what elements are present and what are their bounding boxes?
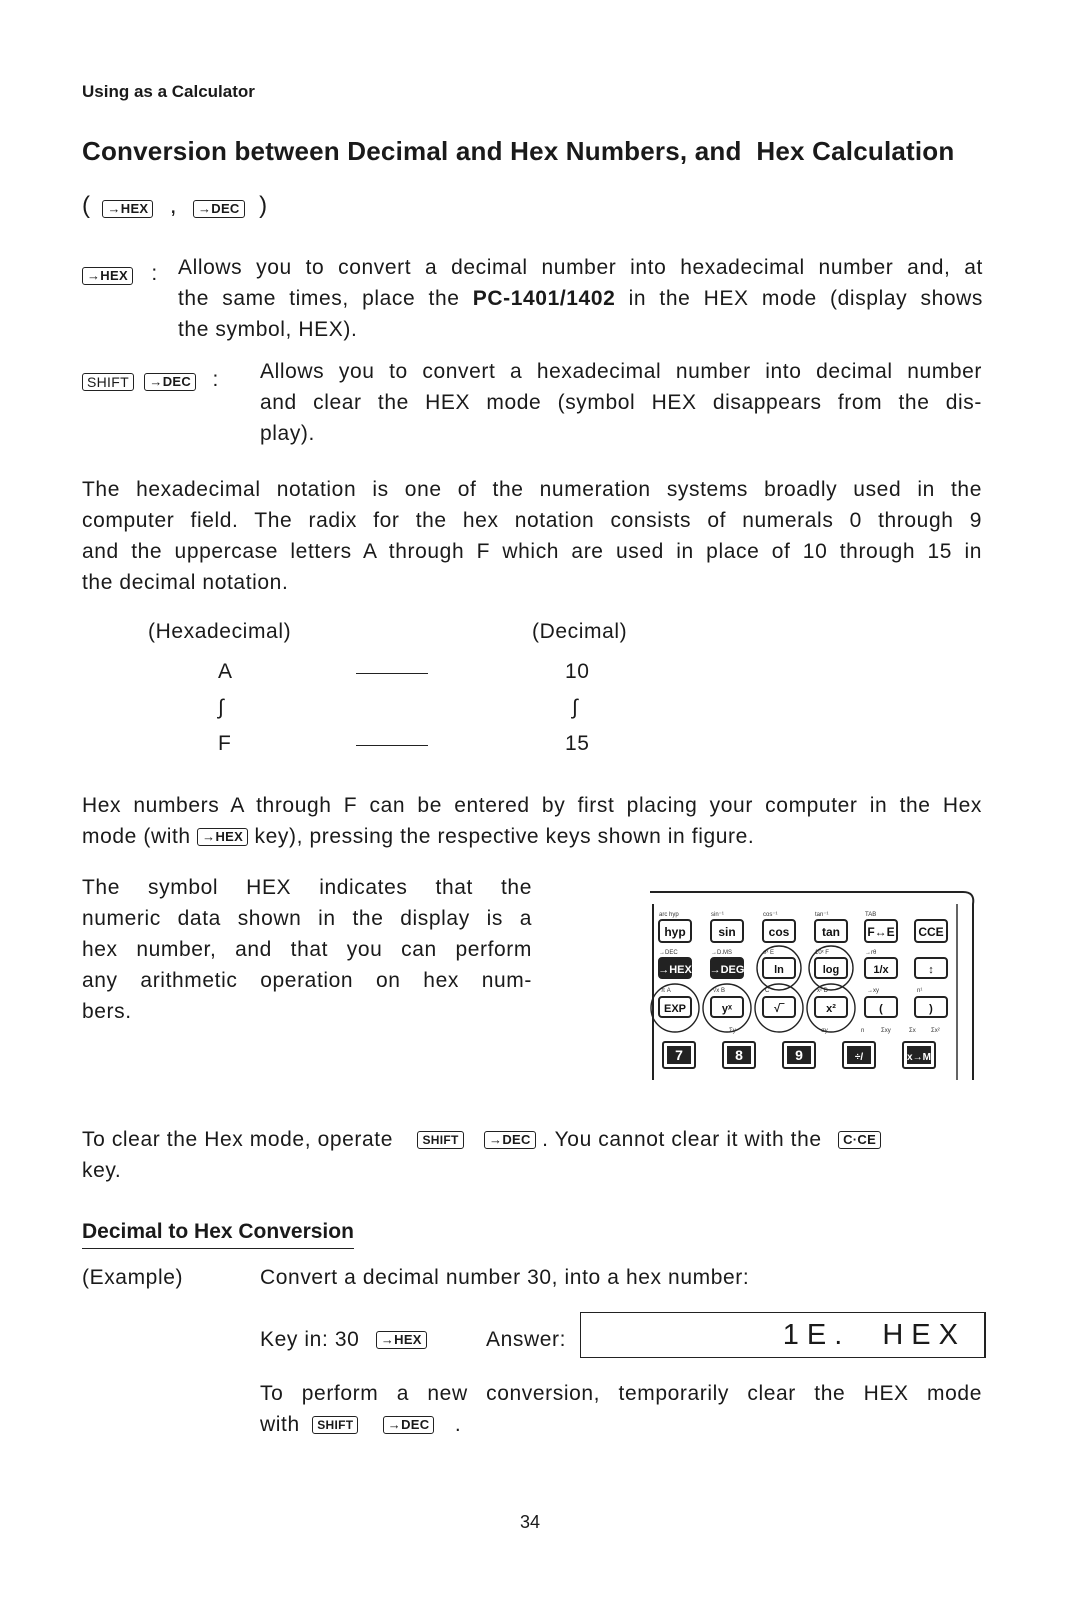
- calculator-key-label: 8: [735, 1047, 743, 1063]
- key-shift-label: C: [765, 988, 770, 994]
- keyin-text: Key in: 30: [260, 1328, 360, 1351]
- cce-key: C·CE: [838, 1131, 881, 1149]
- text-line: numeric data shown in the display is a: [82, 907, 532, 930]
- definition-dec: [82, 364, 219, 395]
- definition-hex: [82, 258, 158, 289]
- key-shift-label: √x B: [713, 988, 725, 994]
- key-shift-label: sin⁻¹: [711, 912, 724, 918]
- text-line: and the uppercase letters A through F which are used in place of 10 through 15 in: [82, 540, 982, 563]
- page-title: Conversion between Decimal and Hex Numbers, and Hex Calculation: [82, 136, 955, 166]
- hex-key: →HEX: [82, 267, 133, 285]
- hex-key: →HEX: [102, 200, 153, 218]
- dec-key: →DEC: [193, 200, 245, 218]
- paragraph-clear-hex: [82, 1124, 982, 1186]
- key-shift-label: →xy: [867, 988, 879, 994]
- dash-divider: [356, 745, 428, 746]
- key-shift-label: eˣ E: [763, 950, 774, 956]
- calculator-key-label: →DEG: [709, 964, 745, 976]
- text-line: hex number, and that you can perform: [82, 938, 532, 961]
- answer-label: Answer:: [486, 1328, 567, 1351]
- table-hex-cell: F: [218, 732, 232, 755]
- keyin-line: [260, 1324, 427, 1355]
- text-run: To clear the Hex mode, operate: [82, 1128, 393, 1151]
- calculator-key-label: tan: [822, 925, 840, 939]
- key-shift-label: 10ˣ F: [815, 950, 829, 956]
- calculator-key-label: 1/x: [873, 964, 889, 976]
- dec-key: →DEC: [383, 1416, 435, 1434]
- text-line: play).: [260, 422, 315, 445]
- calculator-key-label: F↔E: [867, 925, 895, 939]
- calculator-key-label: ↕: [928, 964, 934, 976]
- table-hex-cell: ∫: [218, 696, 225, 719]
- key-shift-label: →rθ: [865, 950, 877, 956]
- text-run: the same times, place the: [178, 287, 473, 310]
- calculator-key-label: (: [879, 1003, 883, 1015]
- calculator-key-label: →HEX: [658, 964, 692, 976]
- text-run: in the HEX mode (display shows: [615, 287, 983, 310]
- paren-open: (: [82, 192, 90, 219]
- calculator-key-label: CCE: [918, 925, 944, 939]
- table-dec-cell: 10: [565, 660, 590, 683]
- calculator-key-label: hyp: [664, 925, 686, 939]
- key-shift-label: π A: [661, 988, 671, 994]
- calculator-key-label: sin: [718, 925, 736, 939]
- text-line: and clear the HEX mode (symbol HEX disappears from the dis-: [260, 391, 982, 414]
- shift-key: SHIFT: [417, 1131, 463, 1149]
- calculator-key-label: log: [822, 964, 840, 976]
- text-line: [82, 821, 982, 852]
- calculator-key-label: 9: [795, 1047, 803, 1063]
- text-line: computer field. The radix for the hex notation consists of numerals 0 through 9: [82, 509, 982, 532]
- hex-column-header: (Hexadecimal): [148, 620, 292, 643]
- calculator-key-label: √‾: [774, 1003, 784, 1015]
- text-line: [260, 1409, 982, 1440]
- text-line: any arithmetic operation on hex num-: [82, 969, 532, 992]
- dec-key: →DEC: [144, 373, 196, 391]
- text-line: To perform a new conversion, temporarily clear the HEX mode: [260, 1382, 982, 1405]
- table-dec-cell: 15: [565, 732, 590, 755]
- key-stat-label: σy: [821, 1028, 828, 1034]
- key-shift-label: tan⁻¹: [815, 912, 829, 918]
- running-header: Using as a Calculator: [82, 82, 255, 101]
- text-line: Allows you to convert a decimal number into hexadecimal number and, at: [178, 256, 983, 279]
- calculator-key-label: x²: [826, 1003, 836, 1015]
- keyboard-figure: [645, 882, 980, 1082]
- text-line: Allows you to convert a hexadecimal number into decimal number: [260, 360, 982, 383]
- text-line: the decimal notation.: [82, 571, 289, 594]
- key-shift-label: cos⁻¹: [763, 912, 778, 918]
- definition-dec-text: [260, 356, 982, 449]
- paragraph-hex-symbol: [82, 872, 532, 1027]
- example-note: [260, 1378, 982, 1440]
- text-line: The hexadecimal notation is one of the numeration systems broadly used in the: [82, 478, 982, 501]
- shift-key: SHIFT: [82, 373, 134, 391]
- text-line: [82, 1124, 982, 1155]
- paragraph-hex-notation: [82, 474, 982, 598]
- dec-key: →DEC: [484, 1131, 536, 1149]
- key-stat-label: Σy: [729, 1028, 736, 1034]
- key-shift-label: TAB: [865, 912, 877, 918]
- key-stat-label: n: [861, 1028, 865, 1034]
- key-stat-label: Σx²: [931, 1028, 940, 1034]
- calculator-key-label: 7: [675, 1047, 683, 1063]
- table-dec-cell: ∫: [572, 696, 579, 719]
- example-label: (Example): [82, 1266, 184, 1289]
- shift-key: SHIFT: [312, 1416, 358, 1434]
- key-shift-label: n¹: [917, 988, 923, 994]
- text-line: bers.: [82, 1000, 132, 1023]
- title-key-group: [82, 192, 267, 220]
- key-shift-label: arc hyp: [659, 912, 679, 918]
- text-line: Hex numbers A through F can be entered by first placing your computer in the Hex: [82, 794, 982, 817]
- text-line: the symbol, HEX).: [178, 318, 358, 341]
- key-stat-label: Σx: [909, 1028, 916, 1034]
- key-stat-label: Σxy: [881, 1028, 891, 1034]
- table-hex-cell: A: [218, 660, 233, 683]
- separator: ,: [169, 192, 177, 219]
- calculator-key-label: ): [929, 1003, 933, 1015]
- subsection-heading: Decimal to Hex Conversion: [82, 1220, 354, 1249]
- text-run: .: [454, 1413, 462, 1436]
- hex-key: →HEX: [376, 1331, 427, 1349]
- key-shift-label: →DEC: [659, 950, 678, 956]
- text-line: key.: [82, 1159, 122, 1182]
- hex-key: →HEX: [197, 828, 248, 846]
- model-name: PC-1401/1402: [472, 287, 616, 310]
- key-shift-label: →D.MS: [711, 950, 732, 956]
- calculator-key-label: cos: [768, 925, 790, 939]
- calculator-key-label: ÷/: [854, 1052, 864, 1063]
- page-number: 34: [520, 1512, 541, 1532]
- text-line: [178, 283, 983, 314]
- definition-colon: :: [151, 262, 158, 285]
- example-text: Convert a decimal number 30, into a hex number:: [260, 1266, 750, 1289]
- definition-hex-text: [178, 252, 983, 345]
- lcd-display: 1E. HEX: [580, 1312, 986, 1358]
- text-run: . You cannot clear it with the: [542, 1128, 822, 1151]
- calculator-key-label: ln: [774, 964, 784, 976]
- dash-divider: [356, 673, 428, 674]
- calculator-key-label: yˣ: [721, 1003, 733, 1015]
- text-line: The symbol HEX indicates that the: [82, 876, 532, 899]
- text-run: mode (with: [82, 825, 191, 848]
- key-shift-label: x² D: [817, 988, 828, 994]
- calculator-key-label: EXP: [663, 1003, 687, 1015]
- definition-colon: :: [212, 368, 219, 391]
- text-run: with: [260, 1413, 300, 1436]
- text-run: key), pressing the respective keys shown in figure.: [254, 825, 755, 848]
- calculator-key-label: x→M: [907, 1052, 931, 1063]
- paren-close: ): [259, 192, 268, 219]
- dec-column-header: (Decimal): [532, 620, 628, 643]
- paragraph-hex-entry: [82, 790, 982, 852]
